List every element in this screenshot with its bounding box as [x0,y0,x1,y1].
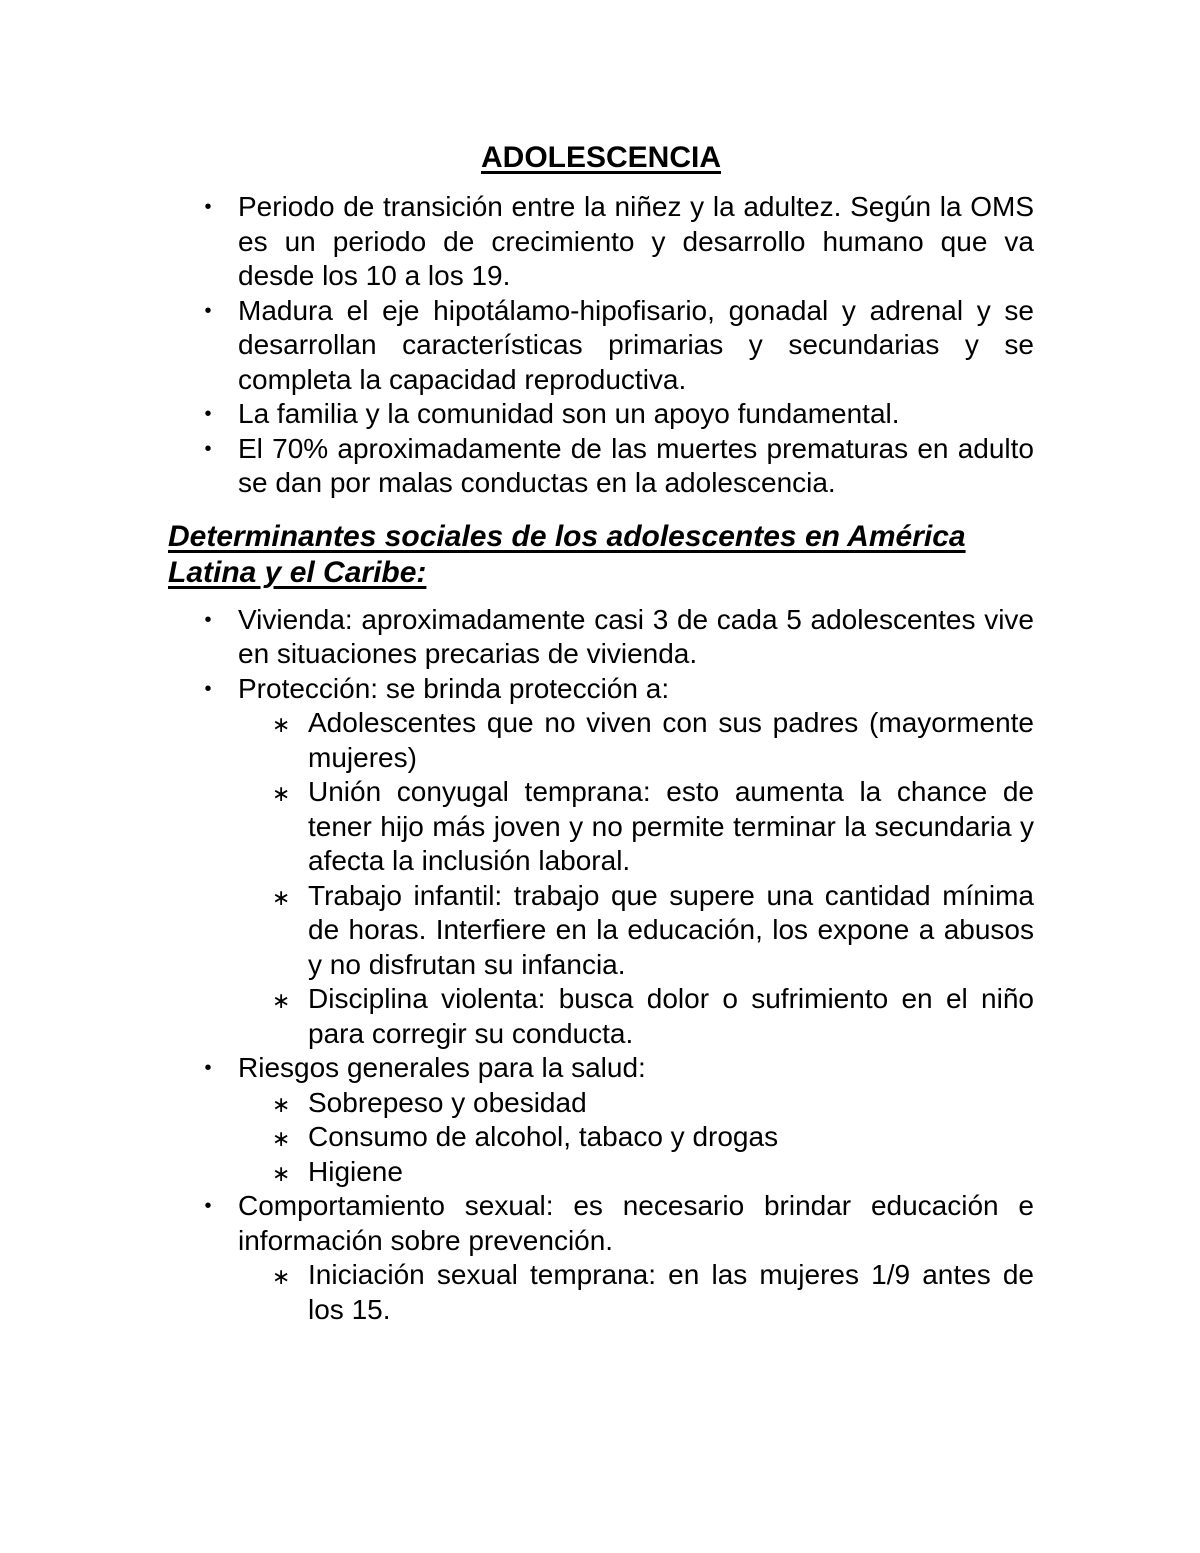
asterisk-icon: ∗ [272,1160,291,1186]
sub-list-item [238,1086,1034,1121]
asterisk-icon: ∗ [272,988,291,1013]
document-content [168,140,1034,1327]
riesgos-sublist [238,1086,1034,1190]
sub-list-item-text: Consumo de alcohol, tabaco y drogas [308,1121,779,1152]
bullet-icon: • [204,196,212,218]
sub-list-item-text: Higiene [308,1155,403,1187]
list-item [168,397,1034,432]
asterisk-icon: ∗ [272,1126,291,1151]
sub-list-item [238,775,1034,879]
bullet-icon: • [204,299,212,322]
sub-list-item-text: Trabajo infantil: trabajo que supere una cantidad mínima de horas. Interfiere en la educación, los expone a abusos y no disfrutan su infancia. [308,879,1034,980]
bullet-icon: • [204,437,212,460]
list-item [168,294,1034,398]
section-heading: Determinantes sociales de los adolescentes en América Latina y el Caribe: [168,519,966,589]
sub-list-item [238,879,1034,983]
document-title: ADOLESCENCIA [480,141,721,174]
asterisk-icon: ∗ [272,1091,291,1117]
list-item-vivienda [168,603,1034,672]
bullet-icon: • [204,608,212,631]
sub-list-item-text: Disciplina violenta: busca dolor o sufrimiento en el niño para corregir su conducta. [308,983,1034,1049]
asterisk-icon: ∗ [272,1264,291,1289]
sub-list-item [238,1120,1034,1155]
list-item-text: Periodo de transición entre la niñez y la adultez. Según la OMS es un periodo de crecimiento y desarrollo humano que va desde los 10 a los 19. [238,191,1034,291]
list-item-text: La familia y la comunidad son un apoyo fundamental. [238,398,900,429]
sub-list-item [238,1258,1034,1327]
list-item-proteccion [168,672,1034,1052]
asterisk-icon: ∗ [272,781,291,806]
list-item-riesgos [168,1051,1034,1189]
sub-list-item-text: Unión conyugal temprana: esto aumenta la chance de tener hijo más joven y no permite terminar la secundaria y afecta la inclusión laboral. [308,776,1034,876]
determinants-list [168,603,1034,1328]
list-item-text: El 70% aproximadamente de las muertes prematuras en adulto se dan por malas conductas en la adolescencia. [238,432,1034,498]
bullet-icon: • [204,677,212,700]
sub-list-item [238,1155,1034,1190]
bullet-icon: • [204,403,212,425]
list-item-text: Protección: se brinda protección a: [238,672,670,704]
list-item-text: Comportamiento sexual: es necesario brindar educación e información sobre prevención. [238,1190,1034,1256]
proteccion-sublist [238,706,1034,1051]
list-item [168,432,1034,501]
asterisk-icon: ∗ [272,712,291,737]
list-item-text: Vivienda: aproximadamente casi 3 de cada 5 adolescentes vive en situaciones precarias de vivienda. [238,603,1034,669]
list-item [168,190,1034,294]
list-item-comportamiento [168,1189,1034,1327]
sub-list-item [238,706,1034,775]
bullet-icon: • [204,1195,212,1217]
sub-list-item-text: Iniciación sexual temprana: en las mujeres 1/9 antes de los 15. [308,1259,1034,1325]
comportamiento-sublist [238,1258,1034,1327]
sub-list-item-text: Sobrepeso y obesidad [308,1086,587,1118]
bullet-icon: • [204,1057,212,1079]
intro-list [168,190,1034,501]
asterisk-icon: ∗ [272,884,291,910]
list-item-text: Riesgos generales para la salud: [238,1052,646,1083]
sub-list-item-text: Adolescentes que no viven con sus padres (mayormente mujeres) [308,707,1034,773]
list-item-text: Madura el eje hipotálamo-hipofisario, gonadal y adrenal y se desarrollan características primarias y secundarias y se completa la capacidad reproductiva. [238,294,1034,395]
sub-list-item [238,982,1034,1051]
